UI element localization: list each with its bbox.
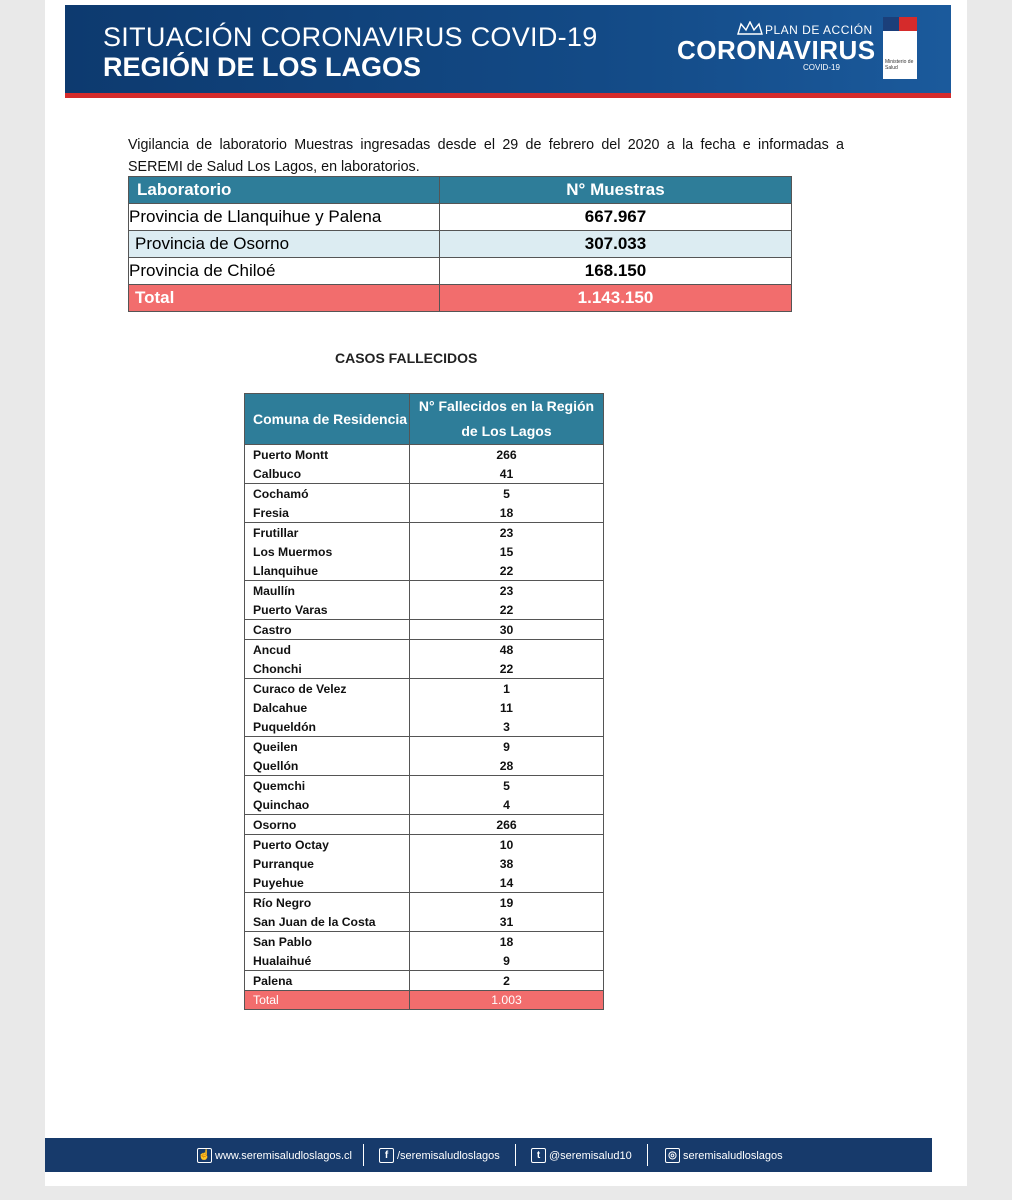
footer-instagram[interactable] bbox=[665, 1148, 783, 1163]
comuna-name: Frutillar bbox=[245, 523, 410, 543]
deaths-count: 4 bbox=[410, 795, 604, 815]
table-row bbox=[245, 698, 604, 717]
footer-divider bbox=[515, 1144, 516, 1166]
table-row bbox=[245, 737, 604, 757]
deaths-count: 23 bbox=[410, 523, 604, 543]
instagram-icon: ◎ bbox=[665, 1148, 680, 1163]
comuna-name: Maullín bbox=[245, 581, 410, 601]
deaths-count: 9 bbox=[410, 951, 604, 971]
table-row bbox=[245, 776, 604, 796]
section-title: CASOS FALLECIDOS bbox=[335, 350, 478, 366]
table-row bbox=[245, 561, 604, 581]
header-comuna: Comuna de Residencia bbox=[245, 394, 410, 445]
footer-twitter[interactable] bbox=[531, 1148, 632, 1163]
comuna-name: Puerto Varas bbox=[245, 600, 410, 620]
table-row bbox=[245, 581, 604, 601]
deaths-count: 22 bbox=[410, 600, 604, 620]
deaths-count: 2 bbox=[410, 971, 604, 991]
lab-value: 307.033 bbox=[440, 231, 792, 258]
table-row bbox=[245, 659, 604, 679]
table-header-row bbox=[129, 177, 792, 204]
table-row bbox=[245, 464, 604, 484]
laboratory-table bbox=[128, 176, 792, 312]
comuna-name: Llanquihue bbox=[245, 561, 410, 581]
table-row bbox=[245, 971, 604, 991]
deaths-count: 5 bbox=[410, 776, 604, 796]
deaths-count: 18 bbox=[410, 932, 604, 952]
table-row bbox=[245, 795, 604, 815]
table-row bbox=[245, 756, 604, 776]
facebook-icon: f bbox=[379, 1148, 394, 1163]
table-row bbox=[245, 503, 604, 523]
comuna-name: Castro bbox=[245, 620, 410, 640]
deaths-count: 5 bbox=[410, 484, 604, 504]
header-title: SITUACIÓN CORONAVIRUS COVID-19 bbox=[103, 22, 598, 52]
header-banner bbox=[65, 5, 951, 97]
footer-twitter-text: @seremisalud10 bbox=[549, 1149, 632, 1162]
comuna-name: San Juan de la Costa bbox=[245, 912, 410, 932]
total-row bbox=[129, 285, 792, 312]
table-row bbox=[245, 932, 604, 952]
deaths-count: 15 bbox=[410, 542, 604, 561]
table-row bbox=[129, 258, 792, 285]
comuna-name: Hualaihué bbox=[245, 951, 410, 971]
comuna-name: Curaco de Velez bbox=[245, 679, 410, 699]
comuna-name: Osorno bbox=[245, 815, 410, 835]
table-row bbox=[129, 231, 792, 258]
deaths-count: 30 bbox=[410, 620, 604, 640]
table-row bbox=[245, 640, 604, 660]
header-subtitle: REGIÓN DE LOS LAGOS bbox=[103, 52, 422, 82]
deaths-count: 38 bbox=[410, 854, 604, 873]
comuna-name: Fresia bbox=[245, 503, 410, 523]
deaths-table bbox=[244, 393, 604, 1010]
intro-paragraph: Vigilancia de laboratorio Muestras ingresadas desde el 29 de febrero del 2020 a la fecha e informadas a SEREMI de Salud Los Lagos, en laboratorios. bbox=[128, 137, 844, 175]
total-value: 1.143.150 bbox=[440, 285, 792, 312]
table-row bbox=[245, 445, 604, 465]
total-label: Total bbox=[129, 285, 440, 312]
deaths-count: 48 bbox=[410, 640, 604, 660]
deaths-count: 31 bbox=[410, 912, 604, 932]
footer-instagram-text: seremisaludloslagos bbox=[683, 1149, 783, 1162]
crown-icon bbox=[737, 21, 763, 35]
web-icon: ☝ bbox=[198, 1150, 211, 1161]
table-row bbox=[245, 854, 604, 873]
deaths-count: 19 bbox=[410, 893, 604, 913]
deaths-count: 18 bbox=[410, 503, 604, 523]
table-row bbox=[245, 893, 604, 913]
comuna-name: Queilen bbox=[245, 737, 410, 757]
brand-coronavirus-text: CORONAVIRUS bbox=[677, 35, 876, 65]
header-fallecidos: N° Fallecidos en la Región de Los Lagos bbox=[410, 394, 604, 445]
table-row bbox=[245, 835, 604, 855]
table-row bbox=[245, 679, 604, 699]
comuna-name: Quellón bbox=[245, 756, 410, 776]
comuna-name: Puqueldón bbox=[245, 717, 410, 737]
table-row bbox=[245, 717, 604, 737]
deaths-count: 11 bbox=[410, 698, 604, 717]
table-row bbox=[245, 951, 604, 971]
comuna-name: Los Muermos bbox=[245, 542, 410, 561]
deaths-count: 3 bbox=[410, 717, 604, 737]
government-logo bbox=[883, 17, 917, 79]
table-row bbox=[245, 542, 604, 561]
deaths-count: 22 bbox=[410, 659, 604, 679]
comuna-name: Palena bbox=[245, 971, 410, 991]
header-muestras: N° Muestras bbox=[440, 177, 792, 204]
brand-plan-text: PLAN DE ACCIÓN bbox=[765, 23, 873, 37]
footer-facebook[interactable] bbox=[379, 1148, 500, 1163]
lab-value: 168.150 bbox=[440, 258, 792, 285]
comuna-name: Cochamó bbox=[245, 484, 410, 504]
brand-covid-text: COVID-19 bbox=[803, 63, 840, 72]
footer-web[interactable] bbox=[197, 1148, 352, 1163]
lab-value: 667.967 bbox=[440, 204, 792, 231]
comuna-name: Río Negro bbox=[245, 893, 410, 913]
comuna-name: Puyehue bbox=[245, 873, 410, 893]
deaths-count: 266 bbox=[410, 815, 604, 835]
footer-bar bbox=[45, 1138, 932, 1172]
lab-name: Provincia de Chiloé bbox=[129, 258, 440, 285]
table-row bbox=[245, 484, 604, 504]
deaths-count: 22 bbox=[410, 561, 604, 581]
footer-web-text: www.seremisaludloslagos.cl bbox=[215, 1149, 352, 1162]
deaths-count: 1 bbox=[410, 679, 604, 699]
deaths-count: 9 bbox=[410, 737, 604, 757]
comuna-name: Chonchi bbox=[245, 659, 410, 679]
gov-logo-text: Ministerio de Salud bbox=[885, 59, 914, 71]
table-row bbox=[245, 620, 604, 640]
deaths-count: 10 bbox=[410, 835, 604, 855]
deaths-count: 41 bbox=[410, 464, 604, 484]
header-laboratorio: Laboratorio bbox=[129, 177, 440, 204]
deaths-count: 266 bbox=[410, 445, 604, 465]
deaths-count: 28 bbox=[410, 756, 604, 776]
table-row bbox=[245, 523, 604, 543]
comuna-name: Quinchao bbox=[245, 795, 410, 815]
total-value: 1.003 bbox=[410, 991, 604, 1010]
table-row bbox=[245, 600, 604, 620]
comuna-name: Dalcahue bbox=[245, 698, 410, 717]
table-row bbox=[245, 815, 604, 835]
footer-divider bbox=[363, 1144, 364, 1166]
comuna-name: Purranque bbox=[245, 854, 410, 873]
table-header-row bbox=[245, 394, 604, 445]
comuna-name: Quemchi bbox=[245, 776, 410, 796]
footer-facebook-text: /seremisaludloslagos bbox=[397, 1149, 500, 1162]
deaths-count: 23 bbox=[410, 581, 604, 601]
twitter-icon: t bbox=[531, 1148, 546, 1163]
comuna-name: Calbuco bbox=[245, 464, 410, 484]
table-row bbox=[245, 912, 604, 932]
total-label: Total bbox=[245, 991, 410, 1010]
footer-divider bbox=[647, 1144, 648, 1166]
comuna-name: Puerto Montt bbox=[245, 445, 410, 465]
comuna-name: Puerto Octay bbox=[245, 835, 410, 855]
comuna-name: San Pablo bbox=[245, 932, 410, 952]
deaths-count: 14 bbox=[410, 873, 604, 893]
total-row bbox=[245, 991, 604, 1010]
table-row bbox=[245, 873, 604, 893]
table-row bbox=[129, 204, 792, 231]
header-red-stripe bbox=[65, 93, 951, 98]
lab-name: Provincia de Osorno bbox=[129, 231, 440, 258]
comuna-name: Ancud bbox=[245, 640, 410, 660]
lab-name: Provincia de Llanquihue y Palena bbox=[129, 204, 440, 231]
